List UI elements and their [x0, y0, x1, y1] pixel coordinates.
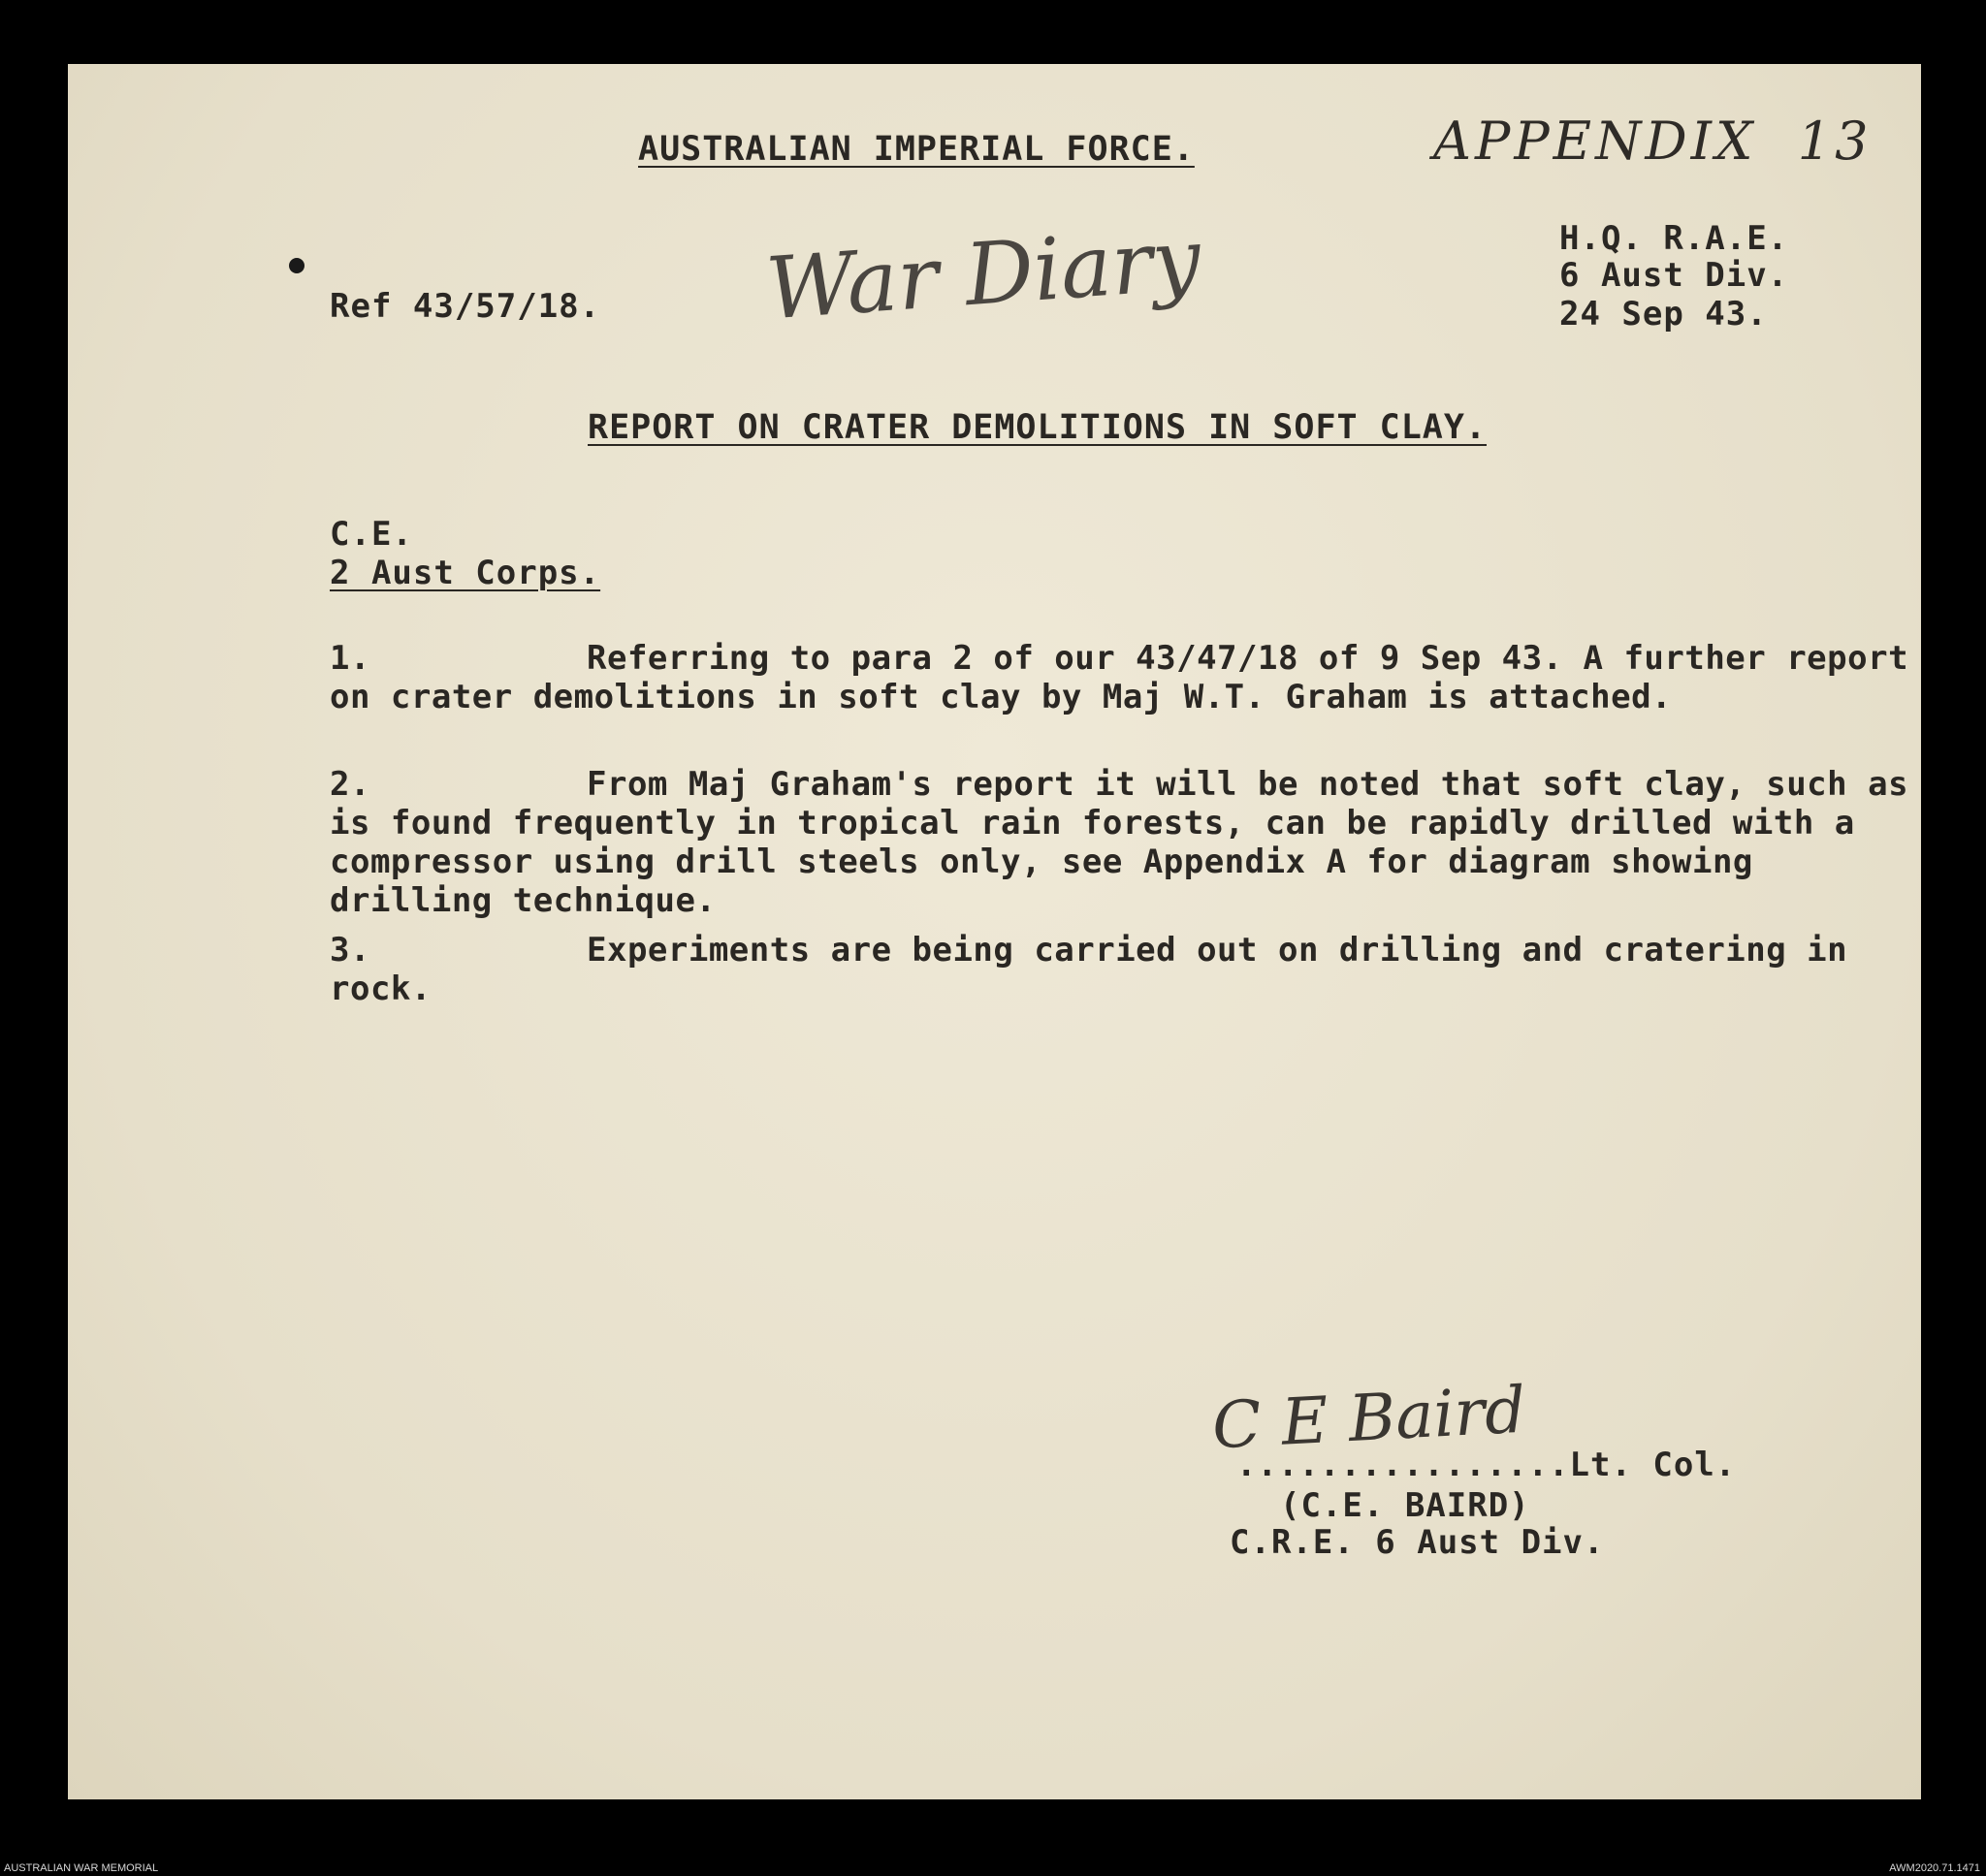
- signatory-position: C.R.E. 6 Aust Div.: [1230, 1523, 1605, 1562]
- paragraph-number: 3.: [330, 931, 370, 970]
- reference-number: Ref 43/57/18.: [330, 287, 601, 326]
- paragraph-text: Referring to para 2 of our 43/47/18 of 9 Sep 43. A further report on crater demolitions in soft clay by Maj W.T. Graham is attached.: [330, 639, 1909, 716]
- footer-left: AUSTRALIAN WAR MEMORIAL: [4, 1862, 159, 1874]
- signatory-name: (C.E. BAIRD): [1280, 1486, 1530, 1525]
- paragraph-2: [330, 765, 1920, 920]
- document-title: AUSTRALIAN IMPERIAL FORCE.: [638, 130, 1195, 169]
- punch-hole: [289, 258, 304, 273]
- document-date: 24 Sep 43.: [1559, 295, 1768, 334]
- document-page: [68, 64, 1921, 1799]
- footer-right: AWM2020.71.1471: [1889, 1862, 1980, 1874]
- appendix-annotation: APPENDIX 13: [1433, 111, 1873, 172]
- addressee-line-2: 2 Aust Corps.: [330, 554, 601, 592]
- handwritten-signature: C E Baird: [1210, 1372, 1528, 1464]
- origin-line-2: 6 Aust Div.: [1559, 256, 1789, 295]
- signature-line: ................Lt. Col.: [1236, 1446, 1737, 1484]
- paragraph-text: From Maj Graham's report it will be noted that soft clay, such as is found frequently in tropical rain forests, can be rapidly drilled with a compressor using drill steels only, see Appendix A for diagram showing drilling technique.: [330, 765, 1909, 920]
- paragraph-text: Experiments are being carried out on drilling and cratering in rock.: [330, 931, 1848, 1008]
- paragraph-1: [330, 639, 1920, 716]
- war-diary-annotation: War Diary: [762, 208, 1204, 339]
- addressee-line-1: C.E.: [330, 515, 413, 554]
- origin-line-1: H.Q. R.A.E.: [1559, 219, 1789, 258]
- report-subject: REPORT ON CRATER DEMOLITIONS IN SOFT CLAY.: [588, 408, 1488, 447]
- paragraph-number: 2.: [330, 765, 370, 804]
- paragraph-3: [330, 931, 1920, 1008]
- paragraph-number: 1.: [330, 639, 370, 678]
